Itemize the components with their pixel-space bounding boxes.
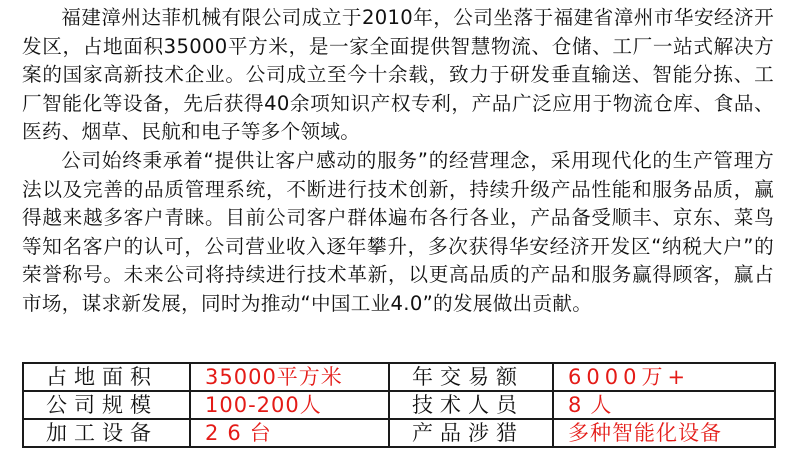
stat-label-annual-turnover: 年交易额	[389, 363, 553, 391]
company-stats-table	[22, 362, 776, 448]
stats-row	[23, 363, 775, 391]
stats-row	[23, 391, 775, 419]
intro-paragraph-1: 福建漳州达菲机械有限公司成立于2010年，公司坐落于福建省漳州市华安经济开发区，占地面积35000平方米，是一家全面提供智慧物流、仓储、工厂一站式解决方案的国家高新技术企业。公司成立至今十余载，致力于研发垂直输送、智能分拣、工厂智能化等设备，先后获得40余项知识产权专利，产品广泛应用于物流仓库、食品、医药、烟草、民航和电子等多个领域。	[22, 6, 774, 144]
stat-label-company-size: 公司规模	[23, 391, 190, 419]
stat-value-annual-turnover: 6000万+	[553, 363, 775, 391]
company-introduction	[22, 4, 774, 319]
stat-label-area: 占地面积	[23, 363, 190, 391]
stat-label-technical-staff: 技术人员	[389, 391, 553, 419]
stat-value-area: 35000平方米	[190, 363, 389, 391]
stat-label-product-scope: 产品涉猎	[389, 419, 553, 447]
stat-value-product-scope: 多种智能化设备	[553, 419, 775, 447]
stat-value-technical-staff: 8人	[553, 391, 775, 419]
stat-label-processing-equipment: 加工设备	[23, 419, 190, 447]
stats-row	[23, 419, 775, 447]
stat-value-company-size: 100-200人	[190, 391, 389, 419]
stat-value-processing-equipment: 26台	[190, 419, 389, 447]
intro-paragraph-2: 公司始终秉承着“提供让客户感动的服务”的经营理念，采用现代化的生产管理方法以及完善的品质管理系统，不断进行技术创新，持续升级产品性能和服务品质，赢得越来越多客户青睐。目前公司客户群体遍布各行各业，产品备受顺丰、京东、菜鸟等知名客户的认可，公司营业收入逐年攀升，多次获得华安经济开发区“纳税大户”的荣誉称号。未来公司将持续进行技术革新，以更高品质的产品和服务赢得顾客，赢占市场，谋求新发展，同时为推动“中国工业4.0”的发展做出贡献。	[22, 148, 774, 315]
